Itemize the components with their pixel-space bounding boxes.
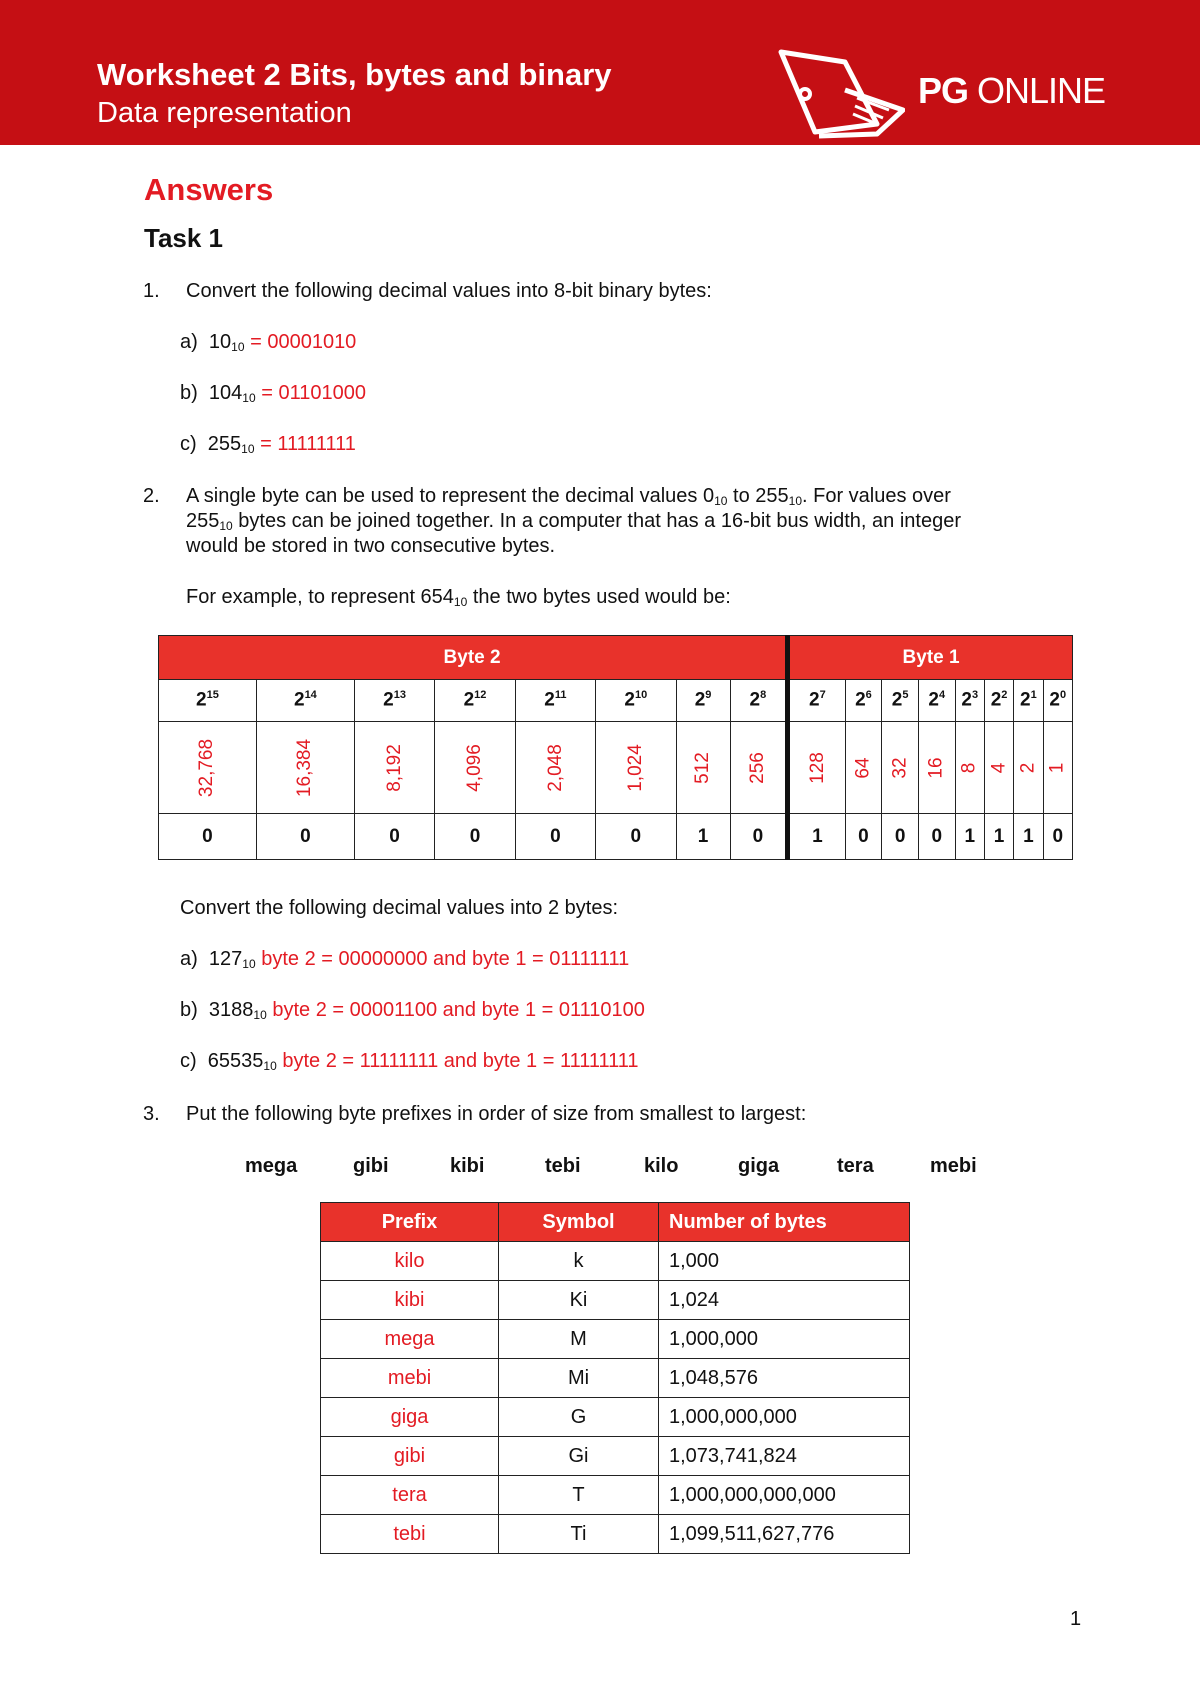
q2-convert-text: Convert the following decimal values into 2 bytes:: [180, 897, 619, 919]
bytes-cell: 1,000,000,000: [659, 1398, 910, 1437]
bit-power-cell: $2^5$: [882, 680, 919, 722]
symbol-cell: Ki: [499, 1281, 659, 1320]
bit-power-cell: $2^7$: [788, 680, 845, 722]
bytes-cell: 1,000: [659, 1242, 910, 1281]
bit-digit-cell: 1: [984, 814, 1013, 860]
byte2-header: Byte 2: [159, 636, 788, 680]
bytes-cell: 1,099,511,627,776: [659, 1515, 910, 1554]
bit-digit-cell: 0: [845, 814, 882, 860]
bit-value-cell: 16,384: [256, 722, 354, 814]
bit-digit-cell: 0: [1043, 814, 1072, 860]
q2-item-b: b) $3188_{10}$ byte 2 = 00001100 and byte 1 = 01110100: [180, 999, 645, 1022]
symbol-cell: Ti: [499, 1515, 659, 1554]
worksheet-title: Worksheet 2 Bits, bytes and binary: [97, 57, 612, 92]
symbol-cell: Mi: [499, 1359, 659, 1398]
bit-value-cell: 2,048: [515, 722, 595, 814]
bit-digit-cell: 0: [596, 814, 676, 860]
table-row: [321, 1281, 910, 1320]
bit-digit-cell: 1: [955, 814, 984, 860]
bytes-cell: 1,073,741,824: [659, 1437, 910, 1476]
prefix-table: [320, 1202, 910, 1554]
bit-power-cell: $2^{14}$: [256, 680, 354, 722]
bit-power-cell: $2^{12}$: [435, 680, 515, 722]
bit-digit-cell: 0: [515, 814, 595, 860]
prefix-word: tebi: [545, 1155, 581, 1177]
bytes-cell: 1,000,000,000,000: [659, 1476, 910, 1515]
bit-value-cell: 1: [1043, 722, 1072, 814]
bit-power-cell: $2^{13}$: [354, 680, 434, 722]
prefix-cell: tera: [321, 1476, 499, 1515]
bit-value-cell: 256: [730, 722, 787, 814]
bit-power-cell: $2^1$: [1014, 680, 1043, 722]
q1-text: Convert the following decimal values into 8-bit binary bytes:: [186, 280, 712, 302]
bit-power-cell: $2^3$: [955, 680, 984, 722]
bytes-cell: 1,000,000: [659, 1320, 910, 1359]
byte1-header: Byte 1: [788, 636, 1073, 680]
bit-power-cell: $2^2$: [984, 680, 1013, 722]
bit-digit-cell: 0: [256, 814, 354, 860]
q2-number: 2.: [143, 485, 160, 507]
prefix-word: mega: [245, 1155, 298, 1177]
prefix-word: kibi: [450, 1155, 485, 1177]
bit-value-cell: 4: [984, 722, 1013, 814]
prefix-table-header: Symbol: [499, 1203, 659, 1242]
bit-digit-cell: 1: [1014, 814, 1043, 860]
bit-value-cell: 64: [845, 722, 882, 814]
prefix-word: mebi: [930, 1155, 977, 1177]
answers-heading: Answers: [144, 172, 274, 207]
bit-power-cell: $2^{11}$: [515, 680, 595, 722]
bit-digit-cell: 1: [788, 814, 845, 860]
bit-place-value-table: [158, 635, 1073, 860]
table-row: [321, 1398, 910, 1437]
bytes-cell: 1,048,576: [659, 1359, 910, 1398]
bit-digit-cell: 0: [730, 814, 787, 860]
bit-digit-cell: 0: [354, 814, 434, 860]
bit-digit-cell: 0: [918, 814, 955, 860]
bit-power-cell: $2^{10}$: [596, 680, 676, 722]
bit-power-cell: $2^9$: [676, 680, 730, 722]
q3-text: Put the following byte prefixes in order of size from smallest to largest:: [186, 1103, 807, 1125]
bit-value-cell: 4,096: [435, 722, 515, 814]
bit-value-cell: 512: [676, 722, 730, 814]
table-row: [321, 1320, 910, 1359]
brand-logo-text: PG ONLINE: [918, 70, 1106, 111]
bit-digit-cell: 0: [435, 814, 515, 860]
prefix-cell: tebi: [321, 1515, 499, 1554]
symbol-cell: M: [499, 1320, 659, 1359]
prefix-cell: mega: [321, 1320, 499, 1359]
bit-digit-cell: 1: [676, 814, 730, 860]
prefix-table-header: Number of bytes: [659, 1203, 910, 1242]
symbol-cell: Gi: [499, 1437, 659, 1476]
table-row: [321, 1437, 910, 1476]
symbol-cell: k: [499, 1242, 659, 1281]
header-banner: [0, 0, 1200, 145]
bit-value-cell: 8: [955, 722, 984, 814]
q1-item-a: a) $10_{10} = 00001010$: [180, 331, 357, 354]
q2-item-a: a) $127_{10}$ byte 2 = 00000000 and byte 1 = 01111111: [180, 948, 630, 971]
q2-example: For example, to represent $654_{10}$ the two bytes used would be:: [186, 586, 731, 609]
bit-power-cell: $2^{15}$: [159, 680, 257, 722]
table-row: [321, 1515, 910, 1554]
bit-value-cell: 8,192: [354, 722, 434, 814]
bit-value-cell: 128: [788, 722, 845, 814]
symbol-cell: T: [499, 1476, 659, 1515]
prefix-word: giga: [738, 1155, 780, 1177]
prefix-cell: gibi: [321, 1437, 499, 1476]
bit-digit-cell: 0: [159, 814, 257, 860]
q1-item-b: b) $104_{10} = 01101000$: [180, 382, 366, 405]
page-number: 1: [1070, 1608, 1082, 1630]
task-heading: Task 1: [144, 223, 224, 253]
prefix-table-header: Prefix: [321, 1203, 499, 1242]
q2-item-c: c) $65535_{10}$ byte 2 = 11111111 and byte 1 = 11111111: [180, 1050, 639, 1073]
laptop-logo-icon: [775, 48, 905, 140]
bit-power-cell: $2^4$: [918, 680, 955, 722]
table-row: [321, 1476, 910, 1515]
prefix-cell: giga: [321, 1398, 499, 1437]
bit-value-cell: 1,024: [596, 722, 676, 814]
prefix-cell: kilo: [321, 1242, 499, 1281]
bit-digit-cell: 0: [882, 814, 919, 860]
bit-value-cell: 2: [1014, 722, 1043, 814]
bit-power-cell: $2^6$: [845, 680, 882, 722]
worksheet-subtitle: Data representation: [97, 97, 352, 129]
prefix-cell: mebi: [321, 1359, 499, 1398]
table-row: [321, 1242, 910, 1281]
prefix-word: gibi: [353, 1155, 389, 1177]
bit-power-cell: $2^8$: [730, 680, 787, 722]
prefix-word: kilo: [644, 1155, 679, 1177]
q3-number: 3.: [143, 1103, 160, 1125]
bit-power-cell: $2^0$: [1043, 680, 1072, 722]
q1-item-c: c) $255_{10} = 11111111$: [180, 433, 356, 456]
table-row: [321, 1359, 910, 1398]
symbol-cell: G: [499, 1398, 659, 1437]
bit-value-cell: 32,768: [159, 722, 257, 814]
bit-value-cell: 16: [918, 722, 955, 814]
prefix-word: tera: [837, 1155, 874, 1177]
q2-paragraph: A single byte can be used to represent the decimal values $0_{10}$ to $255_{10}$. For values over $255_{10}$ bytes can be joined together. In a computer that has a 16-bit bus width, an integer would be stored in two consecutive bytes.: [186, 485, 961, 557]
bytes-cell: 1,024: [659, 1281, 910, 1320]
prefix-cell: kibi: [321, 1281, 499, 1320]
q1-number: 1.: [143, 280, 160, 302]
bit-value-cell: 32: [882, 722, 919, 814]
